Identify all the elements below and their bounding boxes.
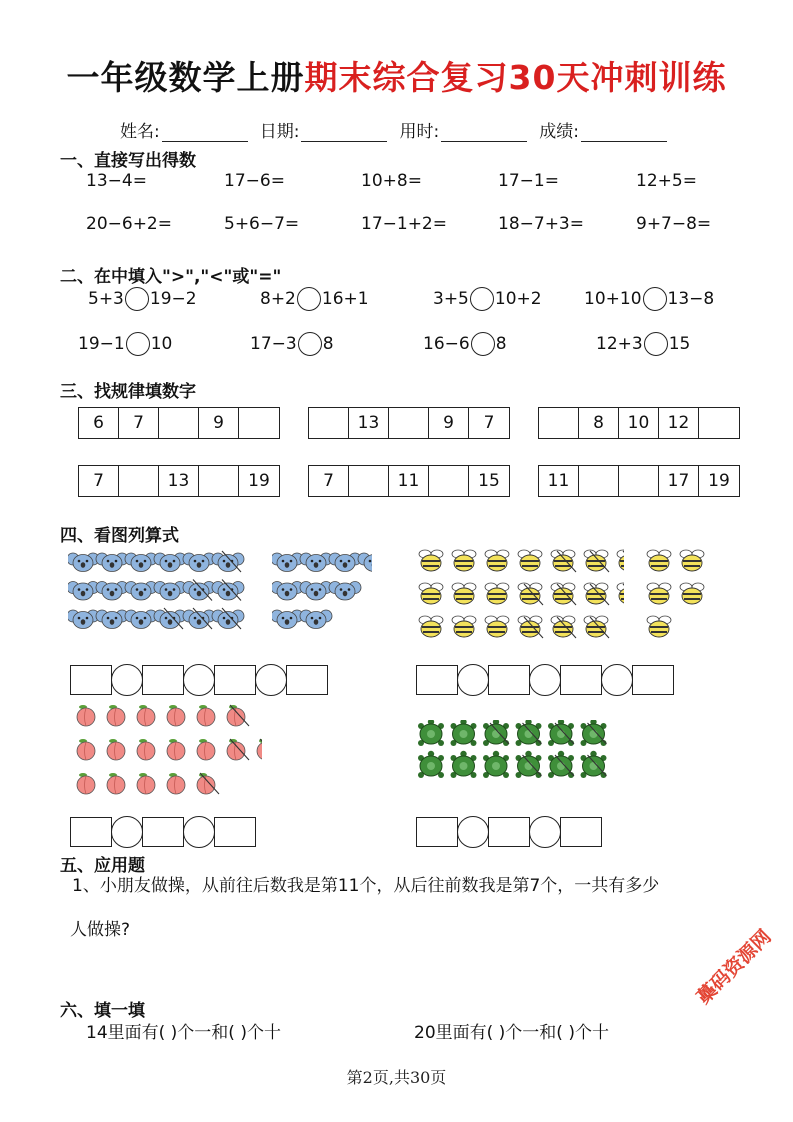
answer-box[interactable]: [416, 817, 458, 847]
page-footer: 第2页,共30页: [346, 1068, 447, 1087]
section-2-title: 二、在中填入">","<"或"=": [60, 267, 282, 287]
sequence-cell: 19: [708, 471, 730, 491]
title-part1: 一年级数学上册: [66, 58, 305, 97]
compare-right: 10: [150, 334, 173, 354]
koala-group-left: [68, 548, 258, 638]
compare-item: [250, 332, 334, 356]
sequence-cell[interactable]: [539, 408, 579, 438]
sequence-cell: 11: [389, 466, 429, 496]
operator-circle[interactable]: [457, 816, 489, 848]
sequence-cell[interactable]: [429, 466, 469, 496]
compare-item: [423, 332, 507, 356]
sequence-row: [538, 407, 740, 439]
sequence-cell: 7: [79, 466, 119, 496]
answer-box[interactable]: [416, 665, 458, 695]
calc-item[interactable]: 17−1+2=: [361, 214, 447, 234]
sequence-cell: 12: [659, 408, 699, 438]
section-5-title: 五、应用题: [60, 856, 145, 876]
compare-item: [433, 287, 542, 311]
sequence-cell[interactable]: [199, 466, 239, 496]
sequence-row: [78, 407, 280, 439]
koala-group-right: [272, 548, 372, 638]
answer-box[interactable]: [488, 665, 530, 695]
sequence-cell: 19: [248, 471, 270, 491]
answer-box[interactable]: [70, 817, 112, 847]
equation-row-koala: [70, 664, 328, 696]
compare-answer-circle[interactable]: [298, 332, 322, 356]
answer-box[interactable]: [70, 665, 112, 695]
score-label: 成绩:: [539, 122, 579, 142]
calc-item[interactable]: 13−4=: [86, 171, 147, 191]
sequence-cell: 13: [349, 408, 389, 438]
compare-answer-circle[interactable]: [297, 287, 321, 311]
sequence-cell: 15: [478, 471, 500, 491]
turtle-group: [414, 720, 624, 792]
operator-circle[interactable]: [529, 664, 561, 696]
operator-circle[interactable]: [183, 664, 215, 696]
compare-answer-circle[interactable]: [126, 332, 150, 356]
sequence-cell[interactable]: [239, 408, 279, 438]
compare-right: 10+2: [494, 289, 542, 309]
sequence-cell: 10: [619, 408, 659, 438]
sequence-cell[interactable]: [619, 466, 659, 496]
student-info-row: [120, 117, 679, 142]
name-label: 姓名:: [120, 122, 160, 142]
time-label: 用时:: [399, 122, 440, 142]
bee-group-right: [642, 548, 712, 652]
sequence-cell: 7: [483, 413, 495, 433]
sequence-cell: 9: [199, 408, 239, 438]
answer-box[interactable]: [560, 817, 602, 847]
equation-row-peach: [70, 816, 256, 848]
compare-left: 8+2: [260, 289, 296, 309]
answer-box[interactable]: [632, 665, 674, 695]
bee-group-left: [414, 548, 624, 652]
date-field[interactable]: [260, 117, 388, 142]
sequence-row: [308, 465, 510, 497]
sequence-cell: 7: [119, 408, 159, 438]
fill-item-1[interactable]: 14里面有( )个一和( )个十: [86, 1023, 281, 1043]
calc-item[interactable]: 17−1=: [498, 171, 559, 191]
sequence-cell: 17: [659, 466, 699, 496]
answer-box[interactable]: [488, 817, 530, 847]
fill-item-2[interactable]: 20里面有( )个一和( )个十: [414, 1023, 609, 1043]
compare-answer-circle[interactable]: [644, 332, 668, 356]
compare-answer-circle[interactable]: [471, 332, 495, 356]
compare-left: 5+3: [88, 289, 124, 309]
sequence-cell: 6: [79, 408, 119, 438]
compare-item: [88, 287, 197, 311]
time-field[interactable]: [399, 117, 527, 142]
answer-box[interactable]: [142, 817, 184, 847]
sequence-cell[interactable]: [309, 408, 349, 438]
calc-item[interactable]: 9+7−8=: [636, 214, 712, 234]
sequence-cell: 9: [429, 408, 469, 438]
compare-left: 10+10: [584, 289, 642, 309]
compare-right: 8: [495, 334, 507, 354]
sequence-cell[interactable]: [119, 466, 159, 496]
title-part2: 期末综合复习30天冲刺训练: [304, 58, 727, 97]
section-4-title: 四、看图列算式: [60, 526, 179, 546]
section-1-title: 一、直接写出得数: [60, 151, 196, 171]
sequence-cell[interactable]: [389, 408, 429, 438]
compare-item: [596, 332, 690, 356]
name-field[interactable]: [120, 117, 248, 142]
answer-box[interactable]: [286, 665, 328, 695]
compare-right: 15: [668, 334, 691, 354]
compare-left: 12+3: [596, 334, 643, 354]
sequence-cell: 8: [579, 408, 619, 438]
sequence-row: [538, 465, 740, 497]
calc-item[interactable]: 20−6+2=: [86, 214, 172, 234]
operator-circle[interactable]: [111, 664, 143, 696]
calc-item[interactable]: 5+6−7=: [224, 214, 300, 234]
sequence-cell: 13: [159, 466, 199, 496]
compare-item: [260, 287, 369, 311]
compare-item: [78, 332, 172, 356]
watermark-stamp: 蘽码资源网: [692, 925, 776, 1009]
compare-answer-circle[interactable]: [125, 287, 149, 311]
score-field[interactable]: [539, 117, 667, 142]
operator-circle[interactable]: [111, 816, 143, 848]
word-problem-line2: 人做操?: [70, 920, 131, 940]
sequence-cell: 7: [309, 466, 349, 496]
word-problem-line1: 1、小朋友做操，从前往后数我是第11个，从后往前数我是第7个，一共有多少: [72, 876, 660, 896]
operator-circle[interactable]: [255, 664, 287, 696]
compare-right: 8: [322, 334, 334, 354]
page-title: [0, 52, 793, 99]
operator-circle[interactable]: [529, 816, 561, 848]
operator-circle[interactable]: [457, 664, 489, 696]
sequence-cell[interactable]: [159, 408, 199, 438]
sequence-cell[interactable]: [699, 408, 739, 438]
compare-left: 16−6: [423, 334, 470, 354]
compare-left: 19−1: [78, 334, 125, 354]
calc-item[interactable]: 17−6=: [224, 171, 285, 191]
calc-item[interactable]: 12+5=: [636, 171, 697, 191]
operator-circle[interactable]: [601, 664, 633, 696]
answer-box[interactable]: [214, 817, 256, 847]
sequence-row: [308, 407, 510, 439]
word-problem-1: [72, 864, 752, 952]
compare-left: 17−3: [250, 334, 297, 354]
sequence-cell[interactable]: [349, 466, 389, 496]
sequence-cell: 11: [539, 466, 579, 496]
equation-row-turtle: [416, 816, 602, 848]
compare-answer-circle[interactable]: [470, 287, 494, 311]
operator-circle[interactable]: [183, 816, 215, 848]
sequence-row: [78, 465, 280, 497]
compare-answer-circle[interactable]: [643, 287, 667, 311]
equation-row-bee: [416, 664, 674, 696]
sequence-cell[interactable]: [579, 466, 619, 496]
date-label: 日期:: [259, 122, 300, 142]
compare-right: 19−2: [149, 289, 197, 309]
calc-item[interactable]: 18−7+3=: [498, 214, 584, 234]
answer-box[interactable]: [214, 665, 256, 695]
compare-right: 16+1: [321, 289, 369, 309]
peach-group: [72, 702, 262, 798]
answer-box[interactable]: [142, 665, 184, 695]
section-6-title: 六、填一填: [60, 1001, 145, 1021]
compare-left: 3+5: [433, 289, 469, 309]
compare-right: 13−8: [667, 289, 715, 309]
answer-box[interactable]: [560, 665, 602, 695]
calc-item[interactable]: 10+8=: [361, 171, 422, 191]
section-3-title: 三、找规律填数字: [60, 382, 196, 402]
compare-item: [584, 287, 714, 311]
